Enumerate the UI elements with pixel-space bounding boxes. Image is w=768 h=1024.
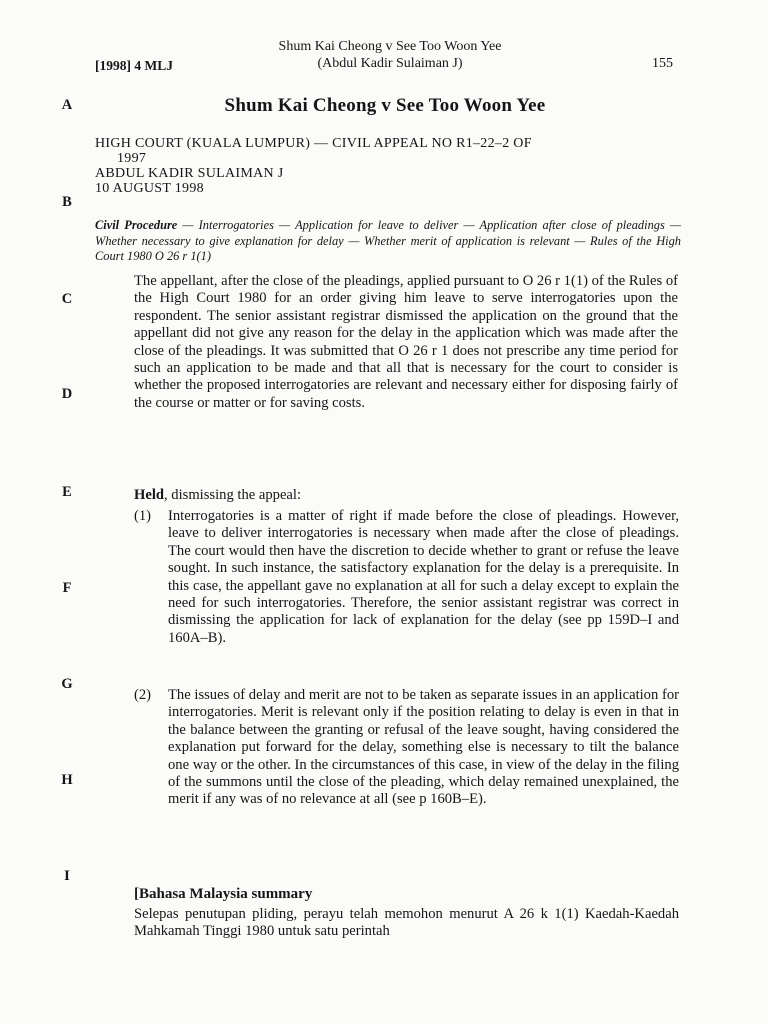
bm-summary-text: Selepas penutupan pliding, perayu telah memohon menurut A 26 k 1(1) Kaedah-Kaedah Mahkamah Tinggi 1980 untuk satu perintah xyxy=(134,906,679,940)
held-item-number: (1) xyxy=(134,508,152,524)
margin-letter-a: A xyxy=(61,97,73,113)
running-header xyxy=(240,38,540,72)
running-judge: (Abdul Kadir Sulaiman J) xyxy=(317,56,463,71)
court-line: HIGH COURT (KUALA LUMPUR) — CIVIL APPEAL NO R1–22–2 OF xyxy=(95,136,532,151)
page-number: 155 xyxy=(652,56,673,71)
held-item xyxy=(134,508,679,647)
margin-letter-c: C xyxy=(61,291,73,307)
held-heading xyxy=(134,487,301,504)
judge-name: ABDUL KADIR SULAIMAN J xyxy=(95,166,284,181)
held-item xyxy=(134,687,679,809)
held-label: Held xyxy=(134,487,164,503)
held-item-text: The issues of delay and merit are not to be taken as separate issues in an application for interrogatories. Merit is relevant only if the position relating to delay is even in that in the balance between the granting or refusal of the leave sought, having considered the explanation put forward for the delay, something else is necessary to tilt the balance one way or the other. In the circumstances of this case, in view of the delay in the filing of the summons until the close of the pleading, which delay remained unexplained, the merit if any was of no relevance at all (see p 160B–E). xyxy=(168,687,679,808)
margin-letter-b: B xyxy=(62,194,72,210)
facts-paragraph: The appellant, after the close of the pleadings, applied pursuant to O 26 r 1(1) of the Rules of the High Court 1980 for an order giving him leave to serve interrogatories upon the respondent. The senior assistant registrar dismissed the application on the ground that the appellant did not give any reason for the delay in the application which was made after the close of the pleadings. It was submitted that O 26 r 1 does not prescribe any time period for such an application to be made and that all that is necessary for the court to consider is whether the proposed interrogatories are relevant and necessary either for disposing fairly of the course or matter or for saving costs. xyxy=(134,273,678,411)
held-item-text: Interrogatories is a matter of right if made before the close of pleadings. However, leave to deliver interrogatories is necessary when made after the close of pleadings. The court would then have the discretion to decide whether to grant or refuse the leave sought. In such instance, the satisfactory explanation for the delay is a prerequisite. In this case, the appellant gave no explanation at all for such a delay except to explain the need for such interrogatories. Therefore, the senior assistant registrar was correct in dismissing the application for lack of explanation for the delay (see pp 159D–I and 160A–B). xyxy=(168,508,679,646)
margin-letter-g: G xyxy=(61,676,73,692)
bm-summary-heading: [Bahasa Malaysia summary xyxy=(134,886,313,902)
margin-letter-d: D xyxy=(61,386,73,402)
court-line-continued: 1997 xyxy=(117,151,147,166)
court-info xyxy=(95,136,680,196)
margin-letter-f: F xyxy=(62,580,72,596)
catchwords-subject: Civil Procedure xyxy=(95,218,178,232)
catchwords xyxy=(95,218,681,265)
catchwords-text: — Interrogatories — Application for leave to deliver — Application after close of pleadings — Whether necessary to give explanation for delay — Whether merit of application is relevant — Rules of the High Court 1980 O 26 r 1(1) xyxy=(95,218,681,263)
held-item-number: (2) xyxy=(134,687,152,703)
citation: [1998] 4 MLJ xyxy=(95,58,173,73)
margin-letter-e: E xyxy=(62,484,72,500)
case-title: Shum Kai Cheong v See Too Woon Yee xyxy=(224,95,546,116)
running-case-name: Shum Kai Cheong v See Too Woon Yee xyxy=(278,39,502,54)
judgment-date: 10 AUGUST 1998 xyxy=(95,181,204,196)
margin-letter-i: I xyxy=(64,868,70,884)
margin-letter-h: H xyxy=(61,772,73,788)
held-intro: , dismissing the appeal: xyxy=(164,487,302,503)
